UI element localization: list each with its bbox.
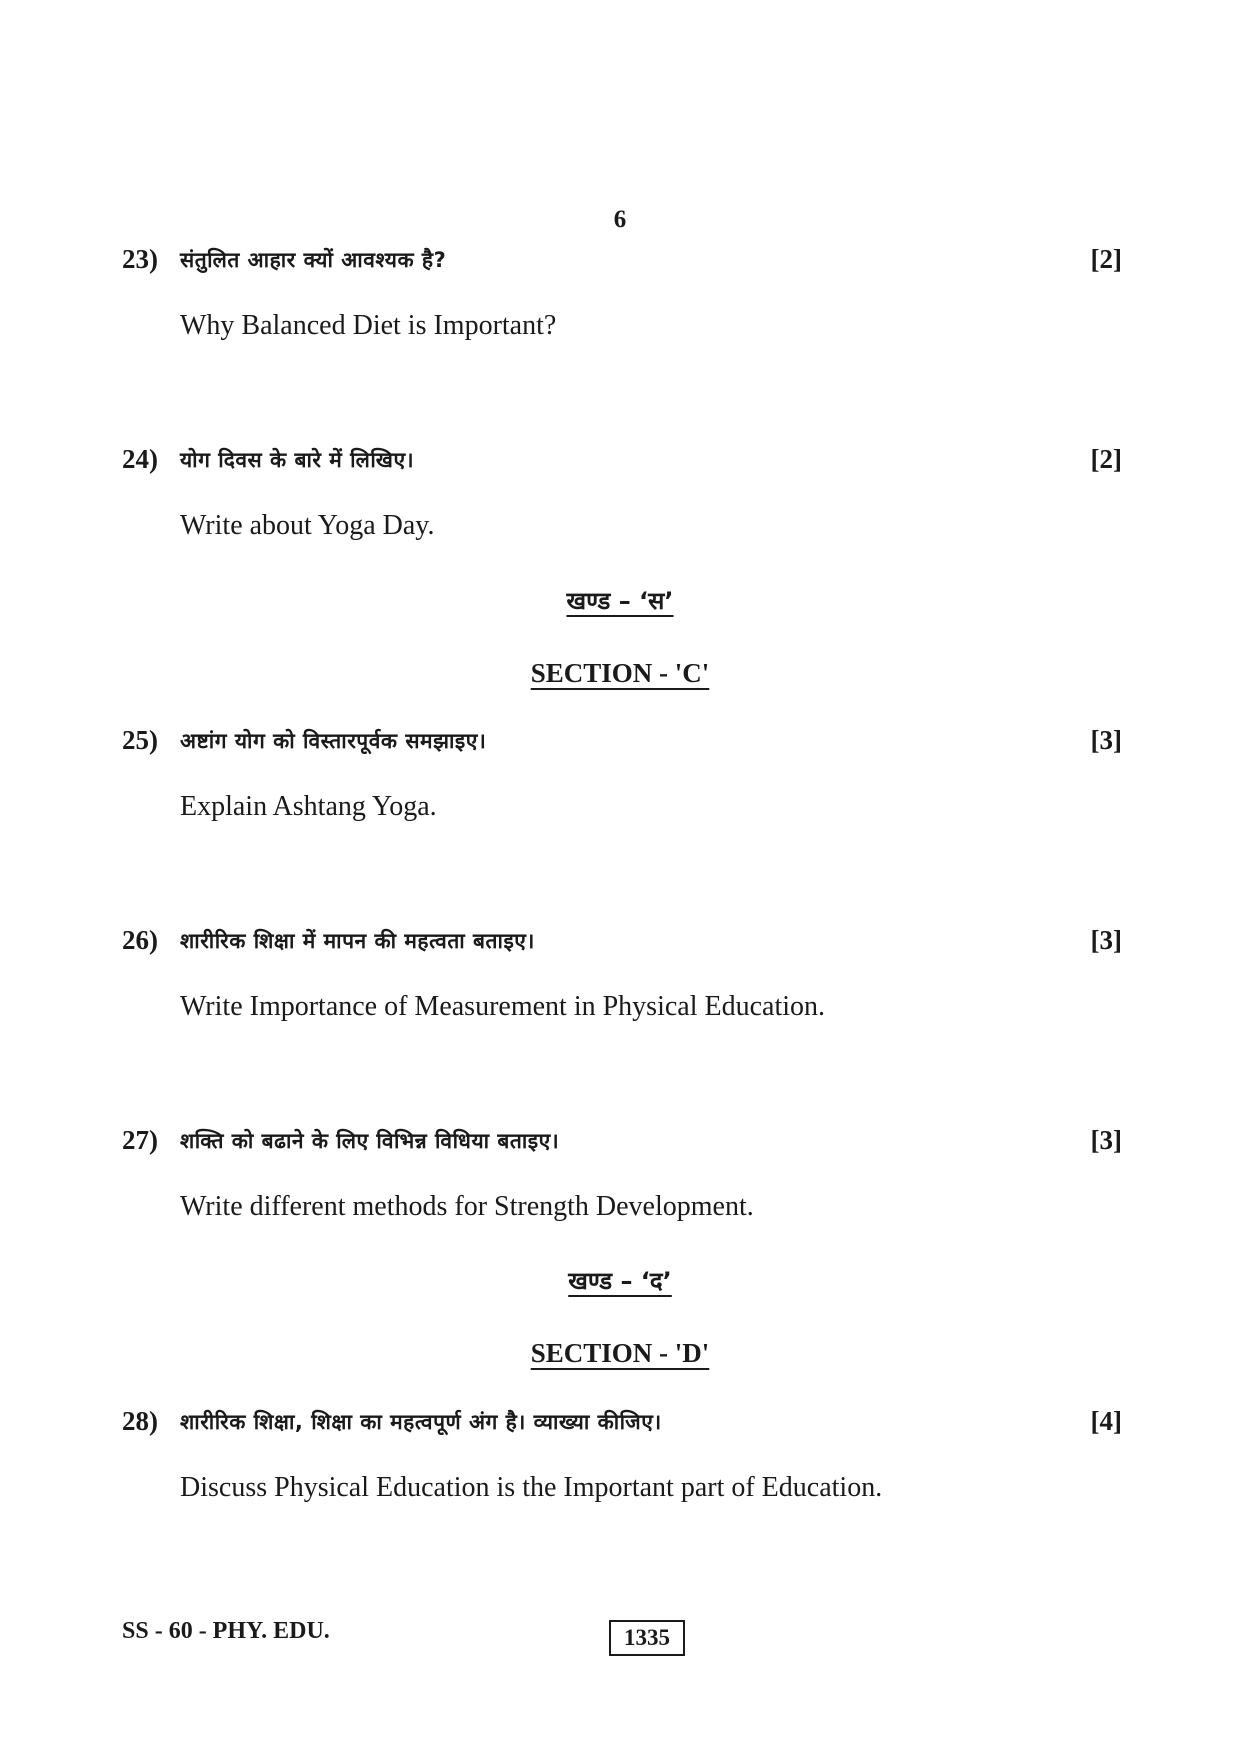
section-c-heading: SECTION - 'C' xyxy=(530,658,710,688)
question-23 xyxy=(122,244,1122,341)
sheet-number-box: 1335 xyxy=(609,1620,685,1656)
question-text-english: Write Importance of Measurement in Physical Education. xyxy=(180,991,825,1022)
question-header xyxy=(122,925,1122,961)
page-number: 6 xyxy=(613,206,627,233)
question-text-hindi: योग दिवस के बारे में लिखिए। xyxy=(180,448,415,472)
section-d-heading-hindi: खण्ड – ‘द’ xyxy=(568,1267,672,1295)
question-28 xyxy=(122,1406,1122,1503)
question-24 xyxy=(122,444,1122,541)
question-number: 27) xyxy=(122,1125,158,1155)
question-number: 25) xyxy=(122,725,158,755)
section-c-heading-hindi: खण्ड – ‘स’ xyxy=(566,587,674,615)
question-marks: [2] xyxy=(1090,244,1122,274)
question-number: 23) xyxy=(122,244,158,274)
question-marks: [4] xyxy=(1090,1406,1122,1436)
question-header xyxy=(122,244,1122,280)
question-text-hindi: अष्टांग योग को विस्तारपूर्वक समझाइए। xyxy=(180,729,487,753)
section-d-heading: SECTION - 'D' xyxy=(530,1338,710,1368)
question-header xyxy=(122,725,1122,761)
question-text-hindi: शारीरिक शिक्षा, शिक्षा का महत्वपूर्ण अंग है। व्याख्या कीजिए। xyxy=(180,1410,662,1434)
question-text-hindi: शारीरिक शिक्षा में मापन की महत्वता बताइए। xyxy=(180,929,535,953)
question-marks: [3] xyxy=(1090,725,1122,755)
question-number: 28) xyxy=(122,1406,158,1436)
question-marks: [3] xyxy=(1090,925,1122,955)
question-25 xyxy=(122,725,1122,822)
question-text-hindi: संतुलित आहार क्यों आवश्यक है? xyxy=(180,248,447,272)
question-text-english: Explain Ashtang Yoga. xyxy=(180,791,437,822)
question-text-english: Why Balanced Diet is Important? xyxy=(180,310,557,341)
question-number: 24) xyxy=(122,444,158,474)
question-header xyxy=(122,444,1122,480)
question-26 xyxy=(122,925,1122,1022)
question-text-english: Write different methods for Strength Development. xyxy=(180,1191,754,1222)
question-marks: [2] xyxy=(1090,444,1122,474)
question-header xyxy=(122,1125,1122,1161)
question-header xyxy=(122,1406,1122,1442)
paper-code: SS - 60 - PHY. EDU. xyxy=(122,1618,330,1644)
question-marks: [3] xyxy=(1090,1125,1122,1155)
question-text-hindi: शक्ति को बढाने के लिए विभिन्न विधिया बताइए। xyxy=(180,1129,560,1153)
question-text-english: Write about Yoga Day. xyxy=(180,510,435,541)
question-27 xyxy=(122,1125,1122,1222)
question-text-english: Discuss Physical Education is the Important part of Education. xyxy=(180,1472,883,1503)
question-number: 26) xyxy=(122,925,158,955)
